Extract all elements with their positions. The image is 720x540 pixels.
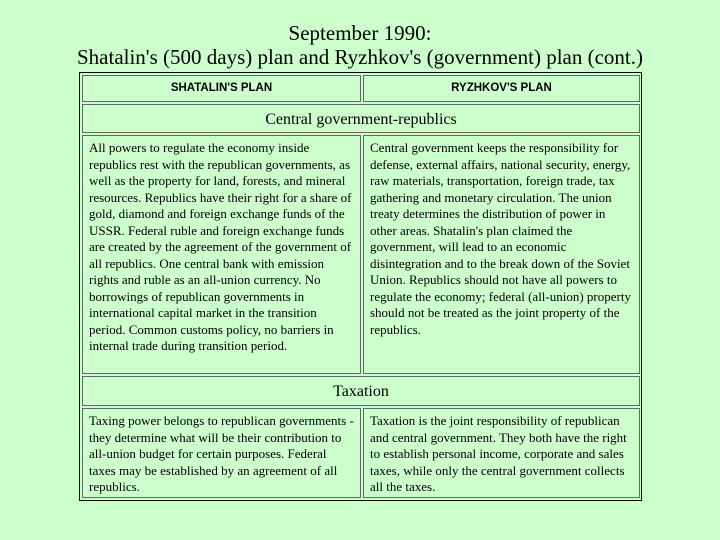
shatalin-taxation-text: Taxing power belongs to republican governments - they determine what will be their contribution to all-union budget for certain purposes. Federal taxes may be established by an agreement of all republics. (82, 408, 361, 498)
slide-subtitle: Shatalin's (500 days) plan and Ryzhkov's (government) plan (cont.) (76, 45, 643, 69)
header-shatalin: SHATALIN'S PLAN (82, 75, 361, 102)
section-heading-taxation: Taxation (82, 376, 640, 406)
slide-title: September 1990: (288, 21, 432, 45)
comparison-table (79, 72, 642, 501)
ryzhkov-taxation-text: Taxation is the joint responsibility of republican and central government. They both have the right to establish personal income, corporate and sales taxes, while only the central government collects all the taxes. (363, 408, 640, 498)
header-ryzhkov: RYZHKOV'S PLAN (363, 75, 640, 102)
section-heading-central-government: Central government-republics (82, 104, 640, 133)
ryzhkov-central-government-text: Central government keeps the responsibility for defense, external affairs, national security, energy, raw materials, transportation, foreign trade, tax gathering and monetary circulation. The union treaty determines the distribution of power in other areas. Shatalin's plan claimed the government, will lead to an economic disintegration and to the break down of the Soviet Union. Republics should not have all powers to regulate the economy; federal (all-union) property should not be treated as the joint property of the republics. (363, 135, 640, 374)
shatalin-central-government-text: All powers to regulate the economy inside republics rest with the republican governments, as well as the property for land, forests, and mineral resources. Republics have their right for a share of gold, diamond and foreign exchange funds of the USSR. Federal ruble and foreign exchange funds are created by the agreement of the government of all republics. One central bank with emission rights and ruble as an all-union currency. No borrowings of republican governments in international capital market in the transition period. Common customs policy, no barriers in internal trade during transition period. (82, 135, 361, 374)
